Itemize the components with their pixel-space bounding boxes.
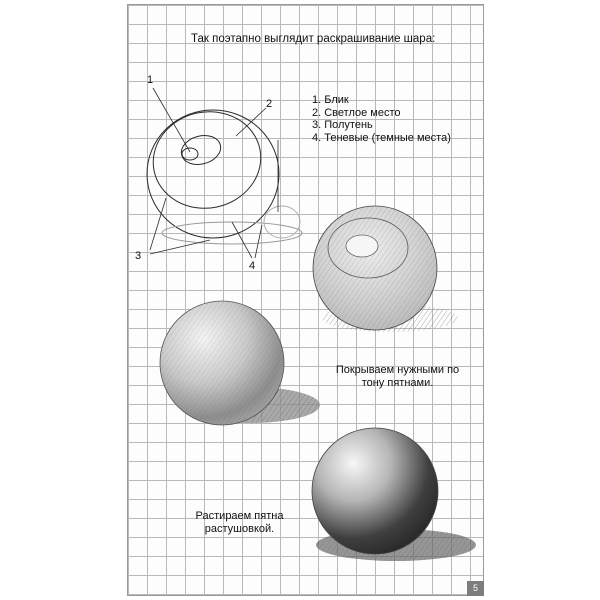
highlight [346, 235, 378, 257]
sphere-hatched [313, 206, 458, 332]
label-4: 4 [249, 260, 256, 272]
page-heading: Так поэтапно выглядит раскрашивание шара: [191, 33, 436, 45]
pointer-3b [150, 240, 210, 254]
shadow-outline [162, 222, 302, 244]
pointer-2 [236, 108, 266, 136]
legend-item: 3. Полутень [312, 119, 373, 131]
shadow-side-outline [264, 206, 300, 238]
pointer-4b [255, 225, 262, 258]
caption-toning: Покрываем нужными по тону пятнами. [335, 364, 460, 389]
light-ring [178, 131, 224, 168]
legend-item: 2. Светлое место [312, 106, 401, 119]
pointer-1 [153, 88, 190, 152]
label-2: 2 [266, 98, 273, 110]
legend-item: 1. Блик [312, 94, 349, 106]
label-1: 1 [147, 74, 154, 86]
sphere-shape [312, 428, 438, 554]
label-3: 3 [135, 250, 142, 262]
pointer-3a [150, 198, 166, 250]
sphere-toned [160, 301, 320, 425]
light-zone-ring [144, 102, 270, 218]
highlight-ring [182, 148, 198, 160]
legend-list [312, 94, 451, 144]
page-number: 5 [467, 581, 484, 596]
sphere-diagram [144, 88, 302, 258]
sphere-blended [312, 428, 476, 561]
legend-item: 4. Теневые (темные места) [312, 131, 451, 144]
caption-blending: Растираем пятна растушовкой. [195, 510, 284, 535]
